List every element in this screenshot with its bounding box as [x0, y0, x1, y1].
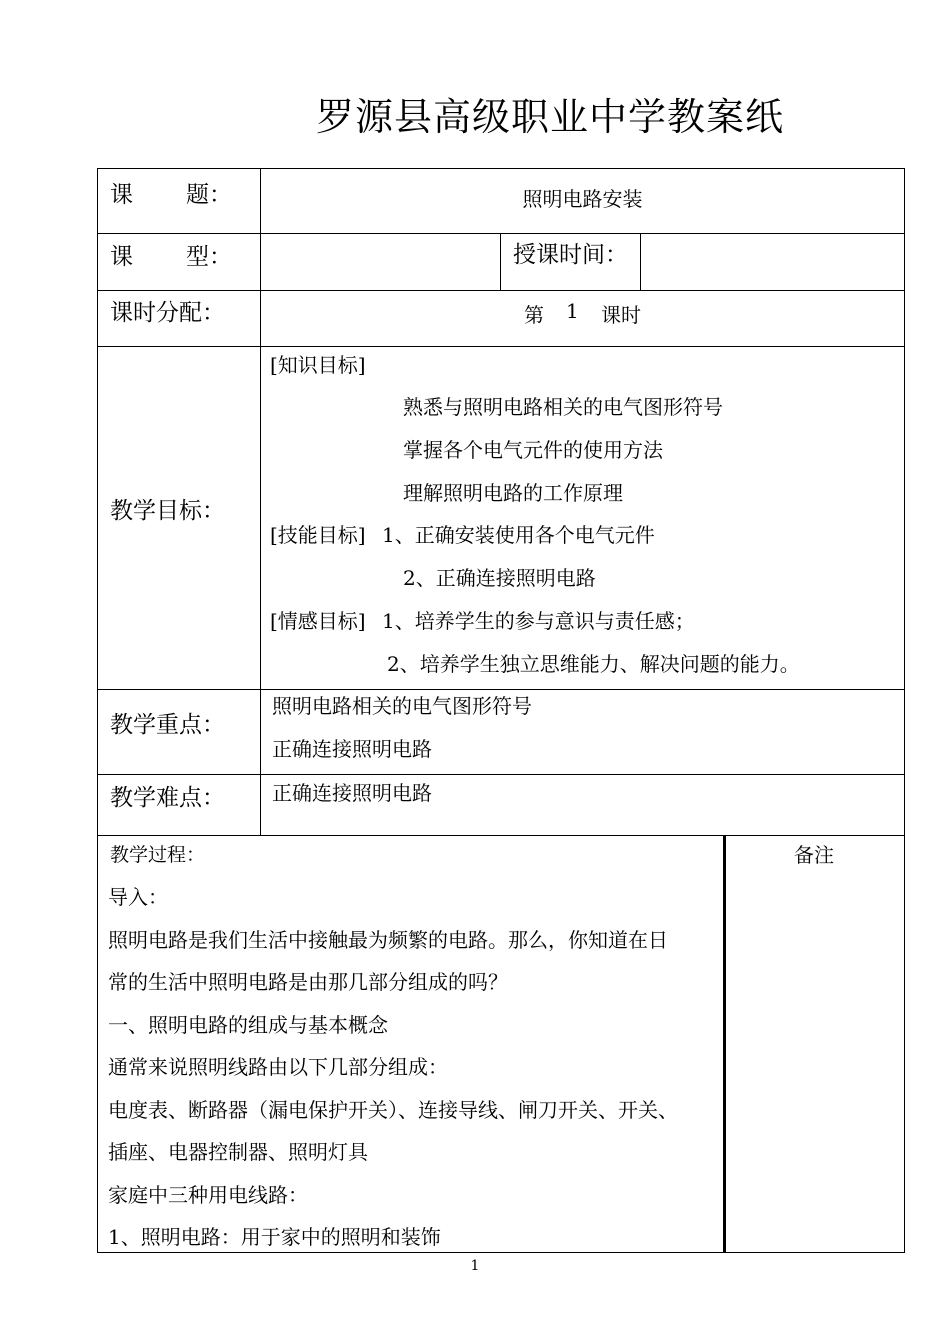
- knowledge-item: 理解照明电路的工作原理: [403, 481, 623, 505]
- process-line: 插座、电器控制器、照明灯具: [108, 1140, 368, 1164]
- remark-label: 备注: [794, 843, 834, 867]
- skill-item: 1、正确安装使用各个电气元件: [382, 523, 655, 547]
- row-divider: [97, 835, 905, 836]
- knowledge-item: 熟悉与照明电路相关的电气图形符号: [403, 395, 723, 419]
- page-number: 1: [470, 1258, 480, 1274]
- key-point-item: 照明电路相关的电气图形符号: [272, 694, 532, 718]
- topic-label-b: 题：: [186, 182, 232, 208]
- skill-item: 2、正确连接照明电路: [403, 566, 596, 590]
- key-points-label: 教学重点：: [110, 712, 225, 738]
- process-line: 教学过程：: [110, 844, 206, 866]
- page-title: 罗源县高级职业中学教案纸: [315, 95, 784, 139]
- process-line: 1、照明电路：用于家中的照明和装饰: [108, 1225, 441, 1249]
- type-time-divider: [500, 233, 501, 291]
- knowledge-item: 掌握各个电气元件的使用方法: [403, 438, 663, 462]
- emotion-header: [情感目标]: [270, 609, 366, 633]
- skill-header: [技能目标]: [270, 523, 366, 547]
- hours-label: 课时分配：: [110, 300, 225, 326]
- remark-column-divider: [723, 835, 726, 1253]
- table-border-top: [97, 168, 905, 169]
- row-divider: [97, 774, 905, 775]
- process-line: 一、照明电路的组成与基本概念: [108, 1013, 388, 1037]
- process-line: 电度表、断路器（漏电保护开关）、连接导线、闸刀开关、开关、: [108, 1098, 678, 1122]
- process-line: 照明电路是我们生活中接触最为频繁的电路。那么，你知道在日: [108, 928, 668, 952]
- hours-prefix: 第: [524, 303, 544, 327]
- process-line: 常的生活中照明电路是由那几部分组成的吗？: [108, 970, 508, 994]
- difficulty-item: 正确连接照明电路: [272, 781, 432, 805]
- type-label-b: 型：: [186, 244, 232, 270]
- time-value-divider: [640, 233, 641, 291]
- row-divider: [97, 346, 905, 347]
- time-label: 授课时间：: [513, 242, 628, 268]
- difficulties-label: 教学难点：: [110, 785, 225, 811]
- objectives-label: 教学目标：: [110, 498, 225, 524]
- topic-label-a: 课: [110, 182, 133, 208]
- process-line: 通常来说照明线路由以下几部分组成：: [108, 1055, 448, 1079]
- key-point-item: 正确连接照明电路: [272, 737, 432, 761]
- emotion-item: 2、培养学生独立思维能力、解决问题的能力。: [387, 652, 800, 676]
- table-border-bottom: [97, 1252, 905, 1253]
- row-divider: [97, 233, 905, 234]
- knowledge-header: [知识目标]: [270, 353, 366, 377]
- process-line: 导入：: [108, 885, 168, 909]
- table-border-right: [904, 168, 905, 1253]
- table-border-left: [97, 168, 98, 1253]
- hours-number: 1: [566, 299, 579, 323]
- row-divider: [97, 290, 905, 291]
- emotion-item: 1、培养学生的参与意识与责任感；: [382, 609, 695, 633]
- hours-suffix: 课时: [601, 303, 641, 327]
- label-column-divider: [260, 168, 261, 836]
- type-label-a: 课: [110, 244, 133, 270]
- topic-value: 照明电路安装: [522, 187, 643, 211]
- process-line: 家庭中三种用电线路：: [108, 1183, 308, 1207]
